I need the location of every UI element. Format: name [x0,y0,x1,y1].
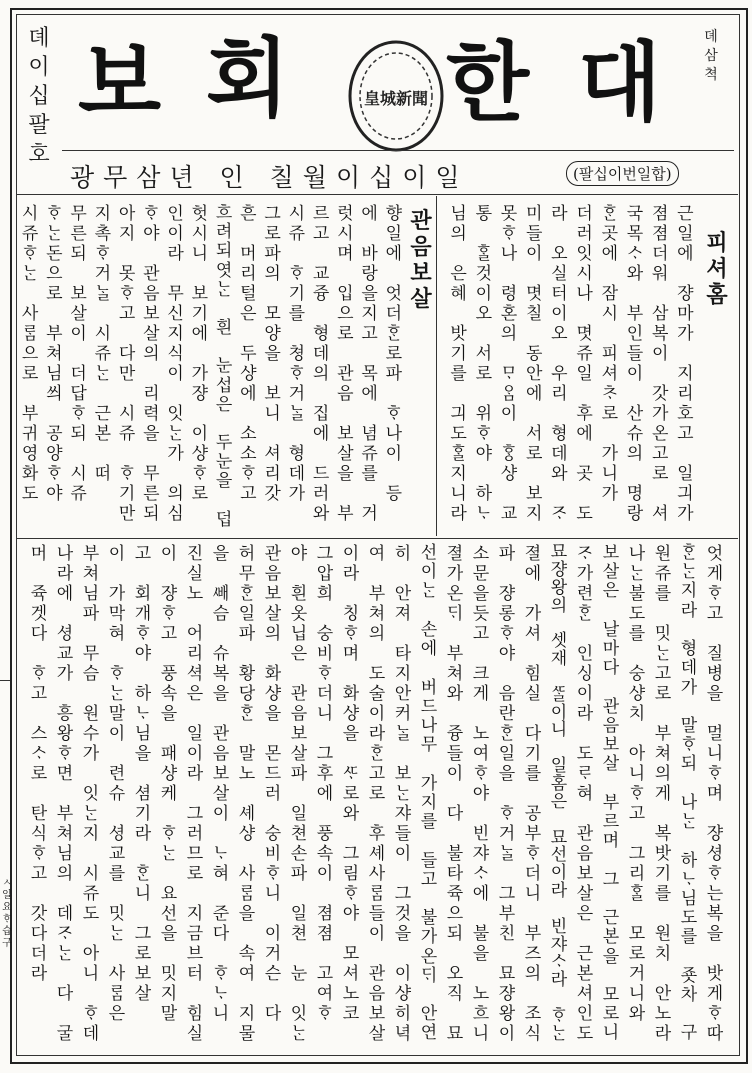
text-column: 지 촉 ᄒᆞ 거 ᄂᆞᆯ 시 쥬 ᄂᆞᆫ 근 본 떠 [94,204,112,484]
edition-char: 뎨 [704,29,718,45]
issue-char: 뎨 [28,26,50,51]
margin-tick [0,680,10,681]
text-column: 라 오 실 터 이 오 우 리 형 데 와 ᄌᆞ [551,204,568,524]
text-column: 히 안 져 타 지 안 커 ᄂᆞᆯ 보 ᄂᆞᆫ 쟈 들 이 그 것 을 이 샹 히 녁 [394,544,412,1044]
article-1-heading [704,230,730,308]
text-column: 을 ᄲᅢ 슴 슈 복 을 관 음 보 살 이 ᄂᆞ 혀 준 다 ᄒᆞ ᄂᆞ 니 [212,544,230,1024]
text-column: ᄒᆞ 야 관 음 보 살 의 리 력 을 무 른 되 [143,204,160,524]
heading-char: 보 [410,260,432,286]
text-column: 이 라 칭 ᄒᆞ 며 화 샹 을 ᄯᆞ 로 와 그 림 ᄒᆞ 야 모 셔 노 코 [342,544,360,1024]
text-column: 헛 시 니 보 기 에 가 쟝 이 샹 ᄒᆞ 로 [191,204,209,504]
serial-number: (팔십이번일합) [566,161,679,186]
edition-char: 쳑 [704,67,718,83]
title-char-4: 보 [78,33,162,133]
issue-char: 십 [28,84,50,109]
text-column: 무 른 되 보 살 이 더 답 ᄒᆞ 되 시 쥬 [70,204,87,504]
article-1-body [446,204,698,530]
edition-char: 삼 [704,48,718,64]
text-column: 소 문 을 듯 고 크 게 노 여 ᄒᆞ 야 빈 쟈 ᄉᆞ 에 불 을 노 흐 니 [472,544,490,1044]
text-column: 졀 에 가 셔 힘 실 다 기 를 공 부 ᄒᆞ 더 니 부 즈 의 조 식 [524,544,542,1044]
heading-char: 관 [410,208,432,234]
seal-text: 皇城新聞 [363,89,429,108]
text-column: 선 이 ᄂᆞᆫ 손 에 버 드 나 무 가 지 를 들 고 불 가 온 ᄃᆡ 안 연 [420,543,438,1044]
text-column: 님 의 은 혜 밧 기 를 긔 도 ᄒᆞᆯ 지 니 라 [450,204,467,524]
newspaper-seal-stamp [346,34,446,152]
text-column: 못 ᄒᆞ 나 령 혼 의 ᄆᆞ ᄋᆞᆷ 이 ᄒᆞᆼ 샹 교 [500,204,518,524]
text-column: 인 이 라 무 신 지 식 이 잇 ᄂᆞᆫ 가 의 심 [167,204,184,524]
text-column: 야 흰 옷 닙 은 관 음 보 살 파 일 쳔 손 파 일 쳔 눈 잇 ᄂᆞᆫ [290,544,308,1044]
text-column: 보 살 은 날 마 다 관 음 보 살 부 르 며 그 근 본 을 모 로 니 [602,543,620,1044]
text-column: ᄒᆞᆫ ᄂᆞᆫ 지 라 형 데 가 말 ᄒᆞ 되 나 ᄂᆞᆫ 하 ᄂᆞ 님 도 를 죳 차 구 [680,543,698,1044]
text-column: 흐 려 되 엿 ᄂᆞᆫ 흰 눈 섭 은 두 눈 을 덥 [215,203,233,530]
date-line: 광무삼년 인 칠월이십이일 [70,163,469,192]
text-column: ᄌᆞ 가 련 ᄒᆞᆫ 인 싱 이 라 도 ᄅᆞ 혀 관 음 보 살 은 근 본 셔 인 도 [576,544,594,1044]
issue-char: 팔 [28,113,50,138]
text-column: 진 실 노 어 리 셕 은 일 이 라 그 러 므 로 지 금 브 터 힘 실 [186,544,204,1044]
text-column: 졀 가 온 ᄃᆡ 부 쳐 와 즁 들 이 다 불 타 쥭 으 되 오 직 묘 [446,544,464,1044]
text-column: 그 로 파 의 모 양 을 보 니 셔 리 갓 [264,204,281,504]
text-column: ᄒᆞ ᄂᆞᆫ 돈 으 로 부 쳐 님 씌 공 양 ᄒᆞ 야 [46,204,63,504]
text-column: 국 목 ᄉᆞ 와 부 인 들 이 산 슈 의 명 랑 [626,204,644,524]
heading-char: 피 [706,230,728,256]
text-column: 졈 졈 더 워 삼 복 이 갓 가 온 고 로 셔 [651,204,669,524]
text-column: 더 러 잇 시 나 몃 쥬 일 후 에 곳 도 [576,204,593,524]
edition-vertical [700,28,722,85]
issue-number-vertical [26,24,52,169]
title-char-3: 회 [206,29,290,129]
text-column: 미 들 이 몃 칠 동 안 에 서 로 보 지 [525,204,543,524]
text-column: 관 음 보 살 의 화 샹 을 몬 드 러 숭 비 ᄒᆞ 니 이 거 슨 다 [264,544,282,1024]
title-char-2: 한 [446,33,530,133]
text-column: 부 쳐 님 파 무 슴 원 수 가 잇 ᄂᆞᆫ 지 시 쥬 도 아 니 ᄒᆞ 데 [82,544,100,1044]
text-column: 허 무 ᄒᆞᆫ 일 파 황 당 ᄒᆞᆫ 말 노 셰 샹 사 ᄅᆞᆷ 을 속 여 지 물 [238,544,256,1044]
issue-char: 호 [28,142,50,167]
text-column: 시 쥬 ᄒᆞ 기 를 쳥 ᄒᆞ 거 ᄂᆞᆯ 형 데 가 [288,204,306,504]
heading-char: 셔 [706,256,728,282]
text-column: 이 가 막 혀 ᄒᆞ ᄂᆞᆫ 말 이 련 슈 셩 교 를 밋 ᄂᆞᆫ 사 ᄅᆞᆷ 은 [108,544,126,1024]
text-column: 파 쟝 롱 ᄒᆞ 야 음 란 ᄒᆞᆫ 일 을 ᄒᆞ 거 ᄂᆞᆯ 그 부 친 묘 쟝 왕 이 [498,544,516,1044]
masthead-bottom-rule [16,194,738,195]
text-column: 나 ᄂᆞᆫ 불 도 를 숭 샹 치 아 니 ᄒᆞ 고 그 리 ᄒᆞᆯ 모 로 거 니 와 [628,544,646,1024]
text-column: 향 일 에 엇 더 ᄒᆞᆫ 로 파 ᄒᆞ 나 이 등 [385,204,403,504]
section-rule [16,538,738,539]
title-char-1: 대 [578,33,662,133]
text-column: 럿 시 며 입 으 로 관 음 보 살 을 부 [337,204,354,524]
article-2-body [18,204,406,530]
text-column: 여 부 쳐 의 도 술 이 라 ᄒᆞᆫ 고 로 후 셰 사 ᄅᆞᆷ 들 이 관 음 보 살 [368,544,386,1044]
text-column: 르 고 교 즁 형 데 의 집 에 드 러 와 [312,204,330,524]
text-column: 묘 쟝 왕 의 셋 재 ᄯᆞᆯ 이 니 일 홈 은 묘 선 이 라 빈 쟈 ᄉᆞ 라 ᄒᆞ ᄂᆞᆫ [550,542,568,1044]
masthead-rule [62,150,734,151]
text-column: 그 압 희 숭 비 ᄒᆞ 더 니 그 후 에 풍 속 이 졈 졈 고 여 ᄒᆞ [316,544,334,1024]
text-column: 나 라 에 셩 교 가 흥 왕 ᄒᆞ 면 부 쳐 님 의 데 ᄌᆞ ᄂᆞᆫ 다 굴 [56,544,74,1044]
issue-char: 이 [28,55,50,80]
text-column: 근 일 에 쟝 마 가 지 리 호 고 일 긔 가 [677,204,694,524]
heading-char: 살 [410,286,432,312]
article-2-heading [408,208,434,312]
text-column: 엇 게 ᄒᆞ 고 질 병 을 멀 니 ᄒᆞ 며 쟝 셩 ᄒᆞ 는 복 을 밧 게 ᄒᆞ 따 [706,544,724,1044]
text-column: 통 ᄒᆞᆯ 것 이 오 서 로 위 ᄒᆞ 야 하 ᄂᆞ [475,204,493,524]
text-column: 이 쟝 ᄒᆞ 고 풍 속 을 패 샹 케 ᄒᆞ ᄂᆞᆫ 요 선 을 밋 지 말 [160,544,178,1024]
heading-char: 홈 [706,282,728,308]
text-column: 흔 머 리 털 은 두 샹 에 소 소 ᄒᆞ 고 [240,204,257,504]
text-column: 시 쥬 ᄒᆞ ᄂᆞᆫ 사 ᄅᆞᆷ 으 로 부 귀 영 화 도 [21,204,39,504]
text-column: ᄒᆞᆫ 곳 에 잠 시 피 셔 ᄎᆞ 로 가 니 가 [601,204,619,504]
text-column: 원 쥬 를 밋 ᄂᆞᆫ 고 로 부 쳐 의 게 복 밧 기 를 원 치 안 노 라 [654,544,672,1044]
text-column: 에 바 랑 을 지 고 목 에 념 쥬 를 거 [361,204,378,524]
article-3-body [26,544,728,1044]
margin-stamp: ㅅ 일 요 ᄒᆞ 습 구 [2,878,12,949]
text-column: 고 회 개 ᄒᆞ 야 하 ᄂᆞ 님 을 셤 기 라 ᄒᆞᆫ 니 그 로 보 살 [134,544,152,1004]
upper-column-divider [436,196,437,536]
text-column: 아 지 못 ᄒᆞ 고 다 만 시 쥬 ᄒᆞ 기 만 [118,204,136,524]
text-column: 머 쥭 겟 다 ᄒᆞ 고 스 ᄉᆞ 로 탄 식 ᄒᆞ 고 갓 다 더 라 [30,544,48,984]
heading-char: 음 [410,234,432,260]
